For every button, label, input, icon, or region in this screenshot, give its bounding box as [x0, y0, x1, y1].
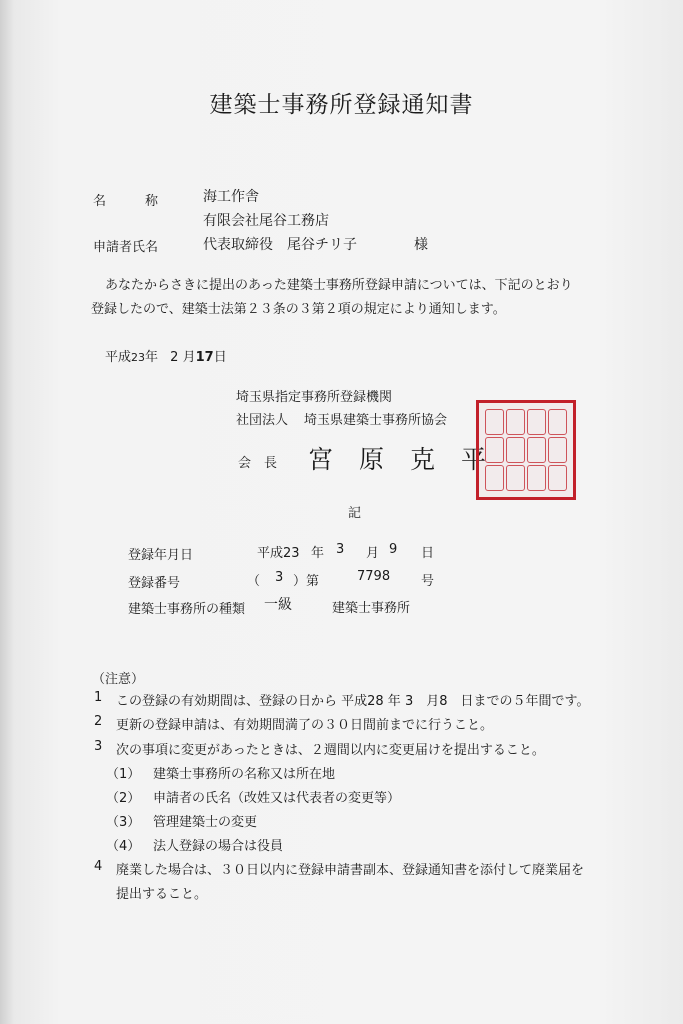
issue-year-suffix: 年 [145, 350, 159, 365]
ki-mark: 記 [348, 506, 362, 521]
name-line2: 有限会社尾谷工務店 [203, 213, 329, 229]
sub-item-1-text: 建築士事務所の名称又は所在地 [153, 767, 336, 782]
sub-item-4-no: （4） [106, 839, 141, 854]
document-title: 建築士事務所登録通知書 [209, 92, 474, 118]
note-4-continuation: 提出すること。 [116, 887, 208, 902]
issue-date [105, 346, 227, 365]
sub-item-2-text: 申請者の氏名（改姓又は代表者の変更等） [153, 791, 401, 806]
sub-item-2-no: （2） [106, 791, 141, 806]
reg-date-day: 9 [389, 542, 398, 557]
reg-number-suffix: 号 [421, 574, 435, 589]
issue-month: 2 [170, 350, 179, 365]
sub-item-3-text: 管理建築士の変更 [153, 815, 258, 830]
note-3-no: 3 [94, 739, 103, 754]
president-name: 宮原克平 [308, 445, 513, 474]
reg-number-class: 3 [275, 570, 284, 585]
issue-month-suffix: 月 [182, 350, 196, 365]
note-3-text: 次の事項に変更があったときは、２週間以内に変更届けを提出すること。 [116, 743, 545, 758]
issuer-org-type: 社団法人 [236, 413, 289, 428]
reg-number-label: 登録番号 [128, 576, 181, 591]
note-4-no: 4 [94, 859, 103, 874]
reg-number-value: 7798 [357, 569, 391, 584]
issue-day-suffix: 日 [213, 350, 227, 365]
sub-item-1-no: （1） [106, 767, 141, 782]
note-4-text: 廃業した場合は、３０日以内に登録申請書副本、登録通知書を添付して廃業届を [116, 863, 585, 878]
note-2-no: 2 [94, 714, 103, 729]
reg-date-month-suffix: 月 [366, 546, 380, 561]
reg-type-grade: 一級 [264, 597, 292, 613]
issuer-line1: 埼玉県指定事務所登録機関 [236, 390, 393, 405]
reg-type-label: 建築士事務所の種類 [128, 602, 246, 617]
note-2-text: 更新の登録申請は、有効期間満了の３０日間前までに行うこと。 [116, 718, 494, 733]
issue-day: 17 [195, 350, 214, 365]
intro-line2: 登録したので、建築士法第２３条の３第２項の規定により通知します。 [91, 302, 506, 317]
applicant-label: 申請者氏名 [93, 240, 159, 255]
reg-date-era: 平成23 [257, 546, 300, 561]
applicant-value: 代表取締役 尾谷チリ子 [203, 237, 357, 253]
issuer-org-name: 埼玉県建築士事務所協会 [304, 413, 448, 428]
notes-heading: （注意） [92, 672, 145, 687]
reg-type-name: 建築士事務所 [332, 601, 411, 616]
sub-item-4-text: 法人登録の場合は役員 [153, 839, 284, 854]
sub-item-3-no: （3） [106, 815, 141, 830]
reg-date-month: 3 [336, 542, 345, 557]
reg-number-paren-open: （ [247, 574, 261, 589]
issue-year: 23 [131, 351, 146, 364]
president-title: 会 長 [238, 456, 278, 471]
name-line1: 海工作舎 [203, 189, 259, 205]
red-square-seal-icon [476, 400, 576, 500]
issue-era: 平成 [105, 350, 132, 365]
note-1-text: この登録の有効期間は、登録の日から 平成28 年 3 月8 日までの５年間です。 [116, 694, 590, 709]
intro-line1: あなたからさきに提出のあった建築士事務所登録申請については、下記のとおり [105, 278, 573, 293]
reg-date-label: 登録年月日 [128, 548, 194, 563]
honorific: 様 [414, 237, 428, 253]
reg-date-day-suffix: 日 [421, 546, 435, 561]
reg-number-paren-close: ）第 [293, 574, 320, 589]
reg-date-year-suffix: 年 [311, 546, 325, 561]
name-label: 名 称 [93, 194, 159, 209]
note-1-no: 1 [94, 690, 103, 705]
